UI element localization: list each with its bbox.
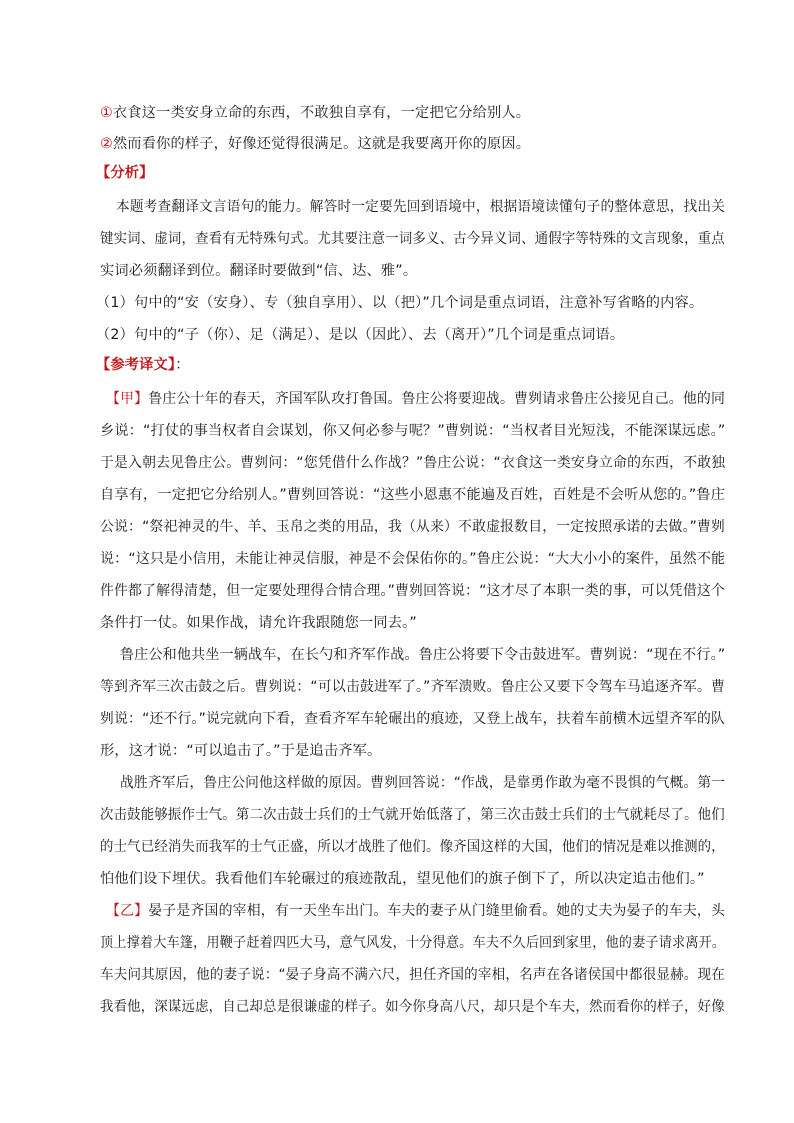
- reference-line-5: 公说：“祭祀神灵的牛、羊、玉帛之类的用品，我（从来）不敢虚报数目，一定按照承诺的去做。”曹刿: [100, 519, 726, 535]
- analysis-line-4: （1）句中的“安（安身）、专（独自享用）、以（把）”几个词是重点词语，注意补写省略的内容。: [96, 295, 704, 311]
- reference-line-13: 战胜齐军后，鲁庄公问他这样做的原因。曹刿回答说：“作战，是靠勇作敢为毫不畏惧的气概。第一: [120, 775, 726, 791]
- analysis-line-5: （2）句中的“子（你）、足（满足）、是以（因此）、去（离开）”几个词是重点词语。: [96, 327, 625, 343]
- reference-line-2: 乡说：“打仗的事当权者自会谋划，你又何必参与呢？”曹刿说：“当权者目光短浅，不能深谋远虑。”: [100, 423, 726, 439]
- reference-line-15: 的士气已经消失而我军的士气正盛，所以才战胜了他们。像齐国这样的大国，他们的情况是难以推测的，: [100, 839, 725, 855]
- analysis-line-2: 键实词、虚词，查看有无特殊句式。尤其要注意一词多义、古今异义词、通假字等特殊的文言现象，重点: [100, 231, 725, 247]
- answer-1-marker: ①: [100, 105, 113, 121]
- reference-line-18: 顶上撑着大车篷，用鞭子赶着四匹大马，意气风发，十分得意。车夫不久后回到家里，他的妻子请求离开。: [100, 935, 726, 951]
- answer-1-text: 衣食这一类安身立命的东西，不敢独自享有，一定把它分给别人。: [112, 105, 531, 121]
- analysis-heading: 【分析】: [96, 165, 154, 181]
- reference-line-9: 鲁庄公和他共坐一辆战车，在长勺和齐军作战。鲁庄公将要下令击鼓进军。曹刿说：“现在不行。”: [120, 647, 726, 663]
- reference-heading-suffix: ：: [175, 357, 190, 373]
- reference-line-7: 件件都了解得清楚，但一定要处理得合情合理。”曹刿回答说：“这才尽了本职一类的事，可以凭借这个: [100, 583, 726, 599]
- answer-1: [100, 103, 530, 123]
- answer-2-text: 然而看你的样子，好像还觉得很满足。这就是我要离开你的原因。: [112, 136, 531, 152]
- jia-marker: 【甲】: [106, 391, 149, 407]
- reference-heading: [96, 355, 190, 375]
- reference-line-6: 说：“这只是小信用，未能让神灵信服，神是不会保佑你的。”鲁庄公说：“大大小小的案件，虽然不能: [100, 551, 726, 567]
- reference-line-3: 于是入朝去见鲁庄公。曹刿问：“您凭借什么作战？”鲁庄公说：“衣食这一类安身立命的东西，不敢独: [100, 455, 726, 471]
- reference-heading-label: 【参考译文】: [96, 357, 176, 373]
- reference-line-17: [106, 901, 725, 921]
- reference-line-14: 次击鼓能够振作士气。第二次击鼓士兵们的士气就开始低落了，第三次击鼓士兵们的士气就耗尽了。他们: [100, 807, 725, 823]
- reference-line-1: [106, 389, 725, 409]
- answer-2-marker: ②: [100, 136, 113, 152]
- reference-line-11: 刿说：“还不行。”说完就向下看，查看齐军车轮碾出的痕迹，又登上战车，扶着车前横木远望齐军的队: [100, 711, 726, 727]
- reference-line-17-text: 晏子是齐国的宰相，有一天坐车出门。车夫的妻子从门缝里偷看。她的丈夫为晏子的车夫，头: [148, 903, 726, 919]
- reference-line-8: 条件打一仗。如果作战，请允许我跟随您一同去。”: [100, 615, 417, 631]
- reference-line-19: 车夫问其原因，他的妻子说：“晏子身高不满六尺，担任齐国的宰相，名声在各诸侯国中都很显赫。现在: [100, 967, 726, 983]
- reference-line-1-text: 鲁庄公十年的春天，齐国军队攻打鲁国。鲁庄公将要迎战。曹刿请求鲁庄公接见自己。他的同: [148, 391, 726, 407]
- yi-marker: 【乙】: [106, 903, 149, 919]
- reference-line-10: 等到齐军三次击鼓之后。曹刿说：“可以击鼓进军了。”齐军溃败。鲁庄公又要下令驾车马追逐齐军。曹: [100, 679, 726, 695]
- answer-2: [100, 134, 530, 154]
- reference-line-16: 怕他们设下埋伏。我看他们车轮碾过的痕迹散乱，望见他们的旗子倒下了，所以决定追击他们。”: [100, 871, 705, 887]
- analysis-line-1: 本题考查翻译文言语句的能力。解答时一定要先回到语境中，根据语境读懂句子的整体意思，找出关: [116, 199, 726, 215]
- reference-line-4: 自享有，一定把它分给别人。”曹刿回答说：“这些小恩惠不能遍及百姓，百姓是不会听从您的。”鲁庄: [100, 487, 726, 503]
- reference-line-12: 形，这才说：“可以追击了。”于是追击齐军。: [100, 743, 382, 759]
- reference-line-20: 我看他，深谋远虑，自己却总是很谦虚的样子。如今你身高八尺，却只是个车夫，然而看你的样子，好像: [100, 999, 725, 1015]
- analysis-line-3: 实词必须翻译到位。翻译时要做到“信、达、雅”。: [100, 263, 418, 279]
